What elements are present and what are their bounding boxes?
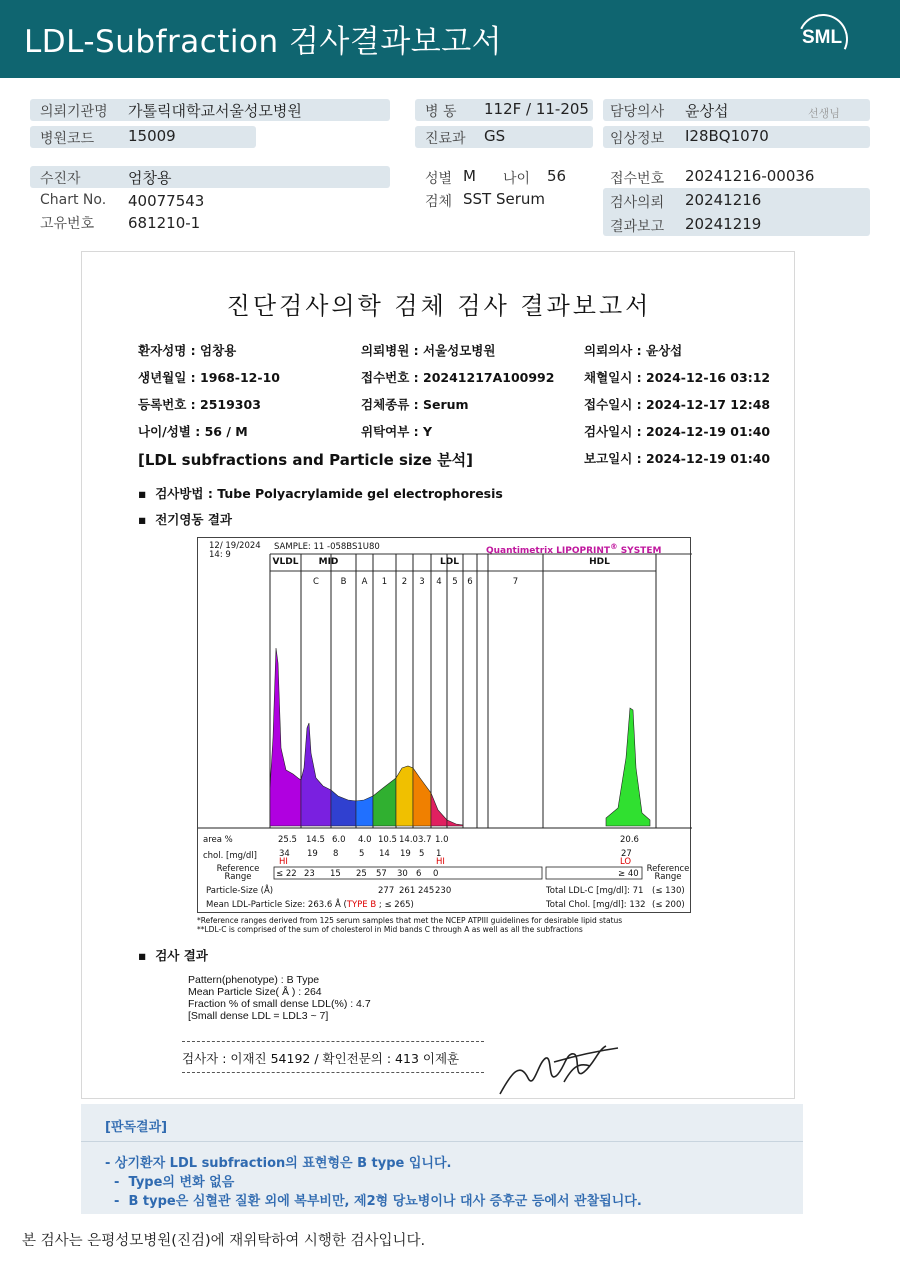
- field-specimen: 검체종류 : Serum: [361, 397, 469, 412]
- specimen-value: SST Serum: [463, 190, 546, 208]
- flag-hi: HI: [279, 857, 288, 867]
- total-chol: Total Chol. [mg/dl]: 132: [546, 900, 646, 910]
- row-label-ps: Particle-Size (Å): [206, 886, 274, 896]
- field-receipt: 접수번호 : 20241217A100992: [361, 370, 555, 385]
- area-value: 3.7: [418, 835, 432, 845]
- institution-label: 의뢰기관명: [40, 104, 108, 120]
- ldl5-area: [447, 820, 463, 826]
- flag-lo: LO: [620, 857, 632, 867]
- chart-note: **LDL-C is comprised of the sum of cholesterol in Mid bands C through A as well as all the subfractions: [197, 925, 583, 934]
- field-test: 검사일시 : 2024-12-19 01:40: [584, 424, 771, 439]
- group-label: VLDL: [272, 557, 299, 567]
- age-label: 나이: [503, 171, 531, 187]
- result-item: [Small dense LDL = LDL3 ~ 7]: [188, 1010, 329, 1022]
- ref-value: ≥ 40: [618, 869, 639, 879]
- ref-value: 57: [376, 869, 387, 879]
- result-item: Mean Particle Size( Å ) : 264: [188, 986, 322, 998]
- footer-note: 본 검사는 은평성모병원(진검)에 재위탁하여 시행한 검사입니다.: [22, 1233, 426, 1249]
- total-chol-ref: (≤ 200): [652, 900, 685, 910]
- logo-text: SML: [802, 27, 843, 48]
- ref-value: 30: [397, 869, 408, 879]
- band-label: 1: [381, 577, 388, 587]
- dept-label: 진료과: [425, 131, 466, 147]
- electro-text: 전기영동 결과: [155, 512, 232, 527]
- institution-value: 가톨릭대학교서울성모병원: [128, 102, 302, 120]
- doctor-suffix: 선생님: [808, 107, 840, 120]
- ward-label: 병 동: [425, 104, 457, 120]
- hospital-code-label: 병원코드: [40, 131, 95, 147]
- band-label: 4: [436, 577, 442, 587]
- particle-size-value: 245: [418, 886, 435, 896]
- unique-no-value: 681210-1: [128, 214, 201, 232]
- chol-value: 5: [359, 849, 365, 859]
- judgement-line: - B type은 심혈관 질환 외에 복부비만, 제2형 당뇨병이나 대사 증후군 등에서 관찰됩니다.: [105, 1194, 642, 1209]
- receipt-value: 20241216-00036: [685, 167, 815, 185]
- field-hospital: 의뢰병원 : 서울성모병원: [361, 343, 496, 358]
- ldl4-area: [431, 793, 447, 826]
- row-label-chol: chol. [mg/dl]: [203, 851, 257, 861]
- band-label: B: [340, 577, 347, 587]
- row-label-ref-right: Reference Range: [646, 864, 690, 882]
- group-label: HDL: [589, 557, 610, 567]
- lipoprint-chart: [197, 537, 691, 913]
- judgement-box: [81, 1104, 803, 1214]
- inspector-line: 검사자 : 이재진 54192 / 확인전문의 : 413 이제훈: [182, 1051, 460, 1066]
- chol-value: 14: [379, 849, 390, 859]
- ward-value: 112F / 11-205: [484, 100, 589, 118]
- chol-value: 27: [621, 849, 632, 859]
- clinical-value: I28BQ1070: [685, 127, 769, 145]
- chol-value: 8: [333, 849, 339, 859]
- ref-value: 6: [416, 869, 422, 879]
- band-label: A: [361, 577, 368, 587]
- row-label-mean: [206, 900, 414, 910]
- embedded-report: [81, 251, 795, 1099]
- request-label: 검사의뢰: [610, 195, 665, 211]
- mid-b-area: [331, 790, 356, 826]
- doctor-label: 담당의사: [610, 104, 665, 120]
- sig-line-top: [182, 1041, 484, 1042]
- judgement-title: [판독결과]: [105, 1120, 168, 1135]
- result-section-text: 검사 결과: [155, 948, 208, 963]
- unique-no-label: 고유번호: [40, 216, 95, 232]
- field-consign: 위탁여부 : Y: [361, 424, 433, 439]
- sex-value: M: [463, 167, 476, 185]
- receipt-label: 접수번호: [610, 171, 665, 187]
- particle-size-value: 277: [378, 886, 395, 896]
- sex-label: 성별: [425, 171, 453, 187]
- field-doctor: 의뢰의사 : 윤상섭: [584, 343, 683, 358]
- area-value: 20.6: [620, 835, 639, 845]
- row-label-ref: Reference Range: [216, 864, 260, 882]
- chol-value: 5: [419, 849, 425, 859]
- area-value: 10.5: [378, 835, 397, 845]
- particle-size-value: 230: [435, 886, 452, 896]
- band-label: 6: [467, 577, 473, 587]
- hdl-peak: [606, 708, 650, 826]
- band-label: C: [313, 577, 319, 587]
- electro-line: ▪ 전기영동 결과: [138, 512, 232, 527]
- chart-svg: [198, 538, 692, 914]
- area-value: 4.0: [358, 835, 372, 845]
- chart-note: *Reference ranges derived from 125 serum samples that met the NCEP ATPIII guidelines for desirable lipid status: [197, 916, 623, 925]
- judgement-divider: [81, 1141, 803, 1142]
- total-ldl: Total LDL-C [mg/dl]: 71: [546, 886, 644, 896]
- ref-value: ≤ 22: [276, 869, 297, 879]
- chart-no-value: 40077543: [128, 192, 205, 210]
- chol-value: 19: [400, 849, 411, 859]
- particle-size-value: 261: [399, 886, 416, 896]
- field-agesex: 나이/성별 : 56 / M: [138, 424, 248, 439]
- area-value: 14.0: [399, 835, 418, 845]
- ref-value: 23: [304, 869, 315, 879]
- chart-time: 14: 9: [209, 550, 231, 560]
- chol-value: 19: [307, 849, 318, 859]
- band-label: 3: [419, 577, 425, 587]
- judgement-line: - Type의 변화 없음: [105, 1175, 235, 1190]
- field-accept: 접수일시 : 2024-12-17 12:48: [584, 397, 771, 412]
- chart-no-label: Chart No.: [40, 192, 107, 208]
- page-title: LDL-Subfraction 검사결과보고서: [24, 24, 503, 60]
- total-ldl-ref: (≤ 130): [652, 886, 685, 896]
- mean-rest: ; ≤ 265): [376, 900, 414, 910]
- method-text: 검사방법 : Tube Polyacrylamide gel electrophoresis: [155, 486, 503, 501]
- ref-value: 15: [330, 869, 341, 879]
- area-value: 25.5: [278, 835, 297, 845]
- signature-icon: [494, 1032, 624, 1102]
- patient-label: 수진자: [40, 171, 81, 187]
- result-item: Pattern(phenotype) : B Type: [188, 974, 320, 986]
- result-value: 20241219: [685, 215, 762, 233]
- result-section-line: ▪ 검사 결과: [138, 948, 208, 963]
- chart-sample: SAMPLE: 11 -058BS1U80: [274, 542, 380, 552]
- flag-hi: HI: [436, 857, 445, 867]
- report-title: 진단검사의학 검체 검사 결과보고서: [226, 292, 652, 320]
- ldl1-area: [373, 778, 396, 826]
- sml-logo: [798, 14, 852, 64]
- mean-type: TYPE B: [346, 900, 377, 910]
- band-label: 2: [401, 577, 408, 587]
- field-name: 환자성명 : 엄창용: [138, 343, 237, 358]
- chart-notes: [197, 916, 622, 934]
- age-value: 56: [547, 167, 567, 185]
- area-value: 14.5: [306, 835, 325, 845]
- chart-brand-suffix: SYSTEM: [617, 546, 662, 556]
- mid-a-area: [356, 796, 373, 826]
- section-title: [LDL subfractions and Particle size 분석]: [138, 451, 474, 469]
- report-header: [0, 0, 900, 78]
- specimen-label: 검체: [425, 194, 453, 210]
- ref-value: 25: [356, 869, 367, 879]
- patient-value: 엄창용: [128, 169, 172, 187]
- ldl2-area: [396, 766, 413, 826]
- method-line: ▪ 검사방법 : Tube Polyacrylamide gel electrophoresis: [138, 486, 503, 501]
- area-value: 1.0: [435, 835, 449, 845]
- band-label: 7: [512, 577, 519, 587]
- mean-text: Mean LDL-Particle Size: 263.6 Å (: [206, 900, 347, 910]
- chart-brand-name: Quantimetrix LIPOPRINT: [486, 546, 611, 556]
- row-label-area: area %: [203, 835, 233, 845]
- field-collect: 채혈일시 : 2024-12-16 03:12: [584, 370, 771, 385]
- result-list: [188, 974, 371, 1022]
- request-value: 20241216: [685, 191, 762, 209]
- vldl-peak: [270, 648, 301, 826]
- judgement-line: - 상기환자 LDL subfraction의 표현형은 B type 입니다.: [105, 1156, 452, 1171]
- ref-value: 0: [433, 869, 439, 879]
- chart-brand-sup: ®: [610, 542, 618, 551]
- hospital-code-value: 15009: [128, 127, 176, 145]
- chol-value: 1: [436, 849, 442, 859]
- group-label: MID: [318, 557, 339, 567]
- field-birth: 생년월일 : 1968-12-10: [138, 370, 280, 385]
- info-bar-patient: [30, 166, 390, 188]
- chol-value: 34: [279, 849, 290, 859]
- field-reg: 등록번호 : 2519303: [138, 397, 261, 412]
- dept-value: GS: [484, 127, 506, 145]
- group-label: LDL: [440, 557, 459, 567]
- chart-date: 12/ 19/2024: [209, 541, 261, 551]
- clinical-label: 임상정보: [610, 131, 665, 147]
- result-label: 결과보고: [610, 219, 665, 235]
- doctor-value: 윤상섭: [685, 102, 729, 120]
- ldl3-area: [413, 768, 431, 826]
- area-value: 6.0: [332, 835, 346, 845]
- sig-line-bottom: [182, 1072, 484, 1073]
- result-item: Fraction % of small dense LDL(%) : 4.7: [188, 998, 371, 1010]
- field-report: 보고일시 : 2024-12-19 01:40: [584, 451, 771, 466]
- band-label: 5: [452, 577, 458, 587]
- mid-c-peak: [301, 723, 331, 826]
